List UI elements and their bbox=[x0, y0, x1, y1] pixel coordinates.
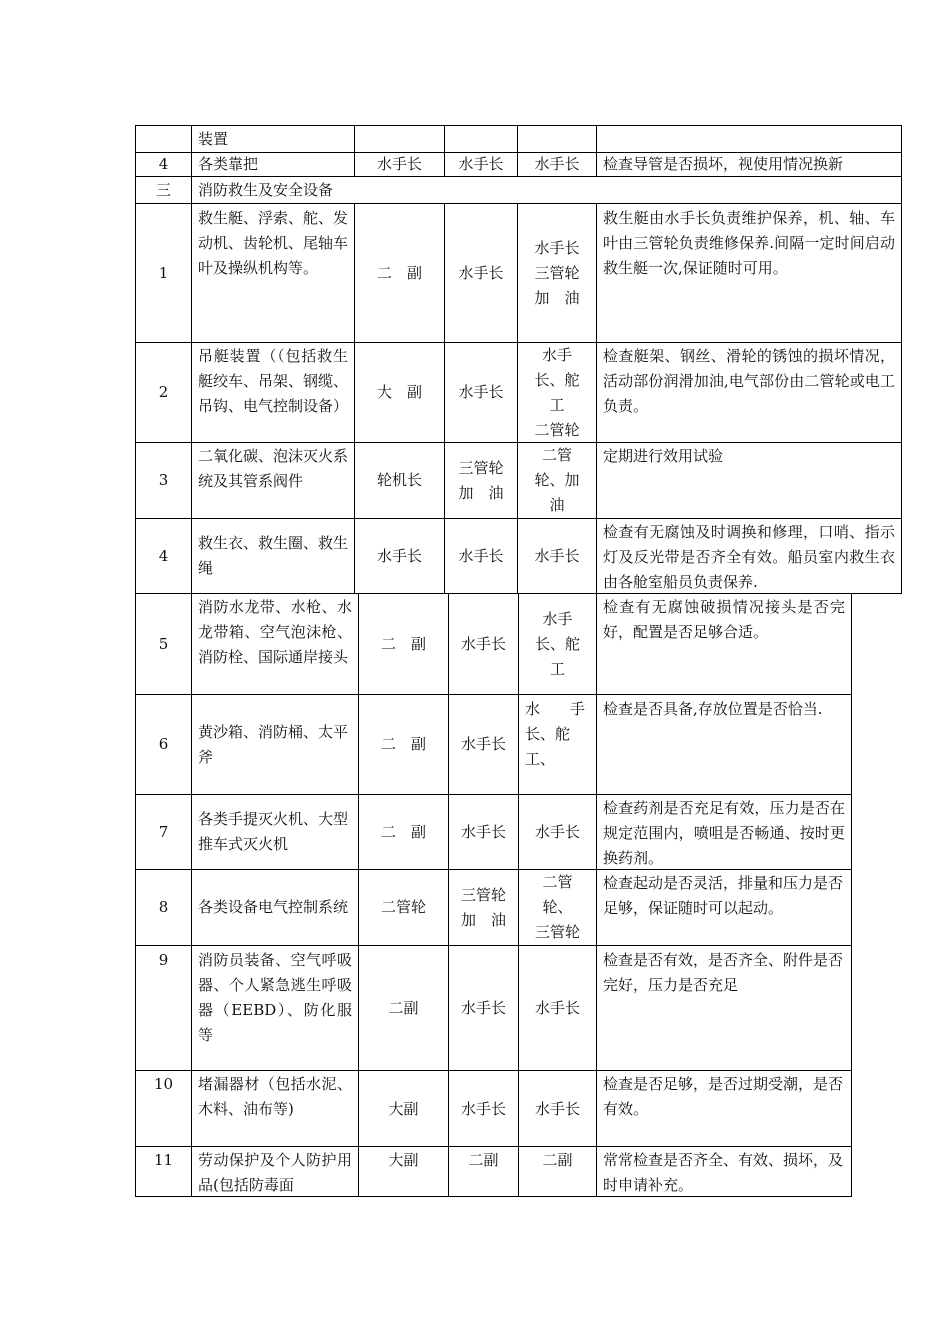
remark-cell: 检查是否足够，是否过期受潮，是否有效。 bbox=[596, 1070, 852, 1147]
executor-cell: 水手长 bbox=[518, 945, 597, 1071]
item-cell: 堵漏器材（包括水泥、木料、油布等) bbox=[191, 1070, 359, 1147]
remark-cell: 检查有无腐蚀破损情况接头是否完好，配置是否足够合适。 bbox=[596, 593, 852, 695]
executor-cell: 水手长 三管轮 加 油 bbox=[517, 203, 597, 343]
assistant-cell: 水手长 bbox=[448, 694, 519, 795]
remark-cell: 常常检查是否齐全、有效、损坏，及时申请补充。 bbox=[596, 1146, 852, 1197]
row-number: 4 bbox=[135, 518, 192, 594]
remark-cell: 检查导管是否损坏，视使用情况换新 bbox=[596, 152, 902, 177]
item-cell: 装置 bbox=[191, 125, 355, 153]
item-cell: 劳动保护及个人防护用品(包括防毒面 bbox=[191, 1146, 359, 1197]
assistant-cell: 水手长 bbox=[448, 945, 519, 1071]
assistant-cell: 水手长 bbox=[444, 518, 518, 594]
executor-cell: 二副 bbox=[518, 1146, 597, 1197]
executor-cell: 水手 长、舵 工 二管轮 bbox=[517, 342, 597, 443]
remark-cell: 检查有无腐蚀及时调换和修理，口哨、指示灯及反光带是否齐全有效。船员室内救生衣由各舱室船员负责保养. bbox=[596, 518, 902, 594]
item-cell: 各类靠把 bbox=[191, 152, 355, 177]
maintainer-cell: 大副 bbox=[358, 1146, 449, 1197]
executor-cell bbox=[517, 125, 597, 153]
row-number: 5 bbox=[135, 593, 192, 695]
maintainer-cell: 二 副 bbox=[358, 794, 449, 870]
remark-cell: 检查艇架、钢丝、滑轮的锈蚀的损坏情况，活动部份润滑加油,电气部份由二管轮或电工负责。 bbox=[596, 342, 902, 443]
executor-cell: 二管 轮、加 油 bbox=[517, 442, 597, 519]
executor-cell: 水 手 长、舵 工、 bbox=[518, 694, 597, 795]
row-number: 4 bbox=[135, 152, 192, 177]
executor-cell: 水手长 bbox=[518, 794, 597, 870]
row-number: 1 bbox=[135, 203, 192, 343]
maintainer-cell: 水手长 bbox=[354, 518, 445, 594]
item-cell: 黄沙箱、消防桶、太平斧 bbox=[191, 694, 359, 795]
assistant-cell: 水手长 bbox=[448, 593, 519, 695]
maintainer-cell bbox=[354, 125, 445, 153]
maintainer-cell: 二 副 bbox=[358, 694, 449, 795]
maintainer-cell: 大副 bbox=[358, 1070, 449, 1147]
row-number: 7 bbox=[135, 794, 192, 870]
remark-cell bbox=[596, 125, 902, 153]
row-number: 3 bbox=[135, 442, 192, 519]
maintainer-cell: 二管轮 bbox=[358, 869, 449, 946]
remark-cell: 定期进行效用试验 bbox=[596, 442, 902, 519]
item-cell: 吊艇装置（（包括救生艇绞车、吊架、钢缆、吊钩、电气控制设备） bbox=[191, 342, 355, 443]
assistant-cell: 水手长 bbox=[448, 1070, 519, 1147]
item-cell: 各类设备电气控制系统 bbox=[191, 869, 359, 946]
executor-cell: 水手 长、舵 工 bbox=[518, 593, 597, 695]
row-number: 9 bbox=[135, 945, 192, 1071]
item-cell: 消防水龙带、水枪、水龙带箱、空气泡沫枪、消防栓、国际通岸接头 bbox=[191, 593, 359, 695]
assistant-cell: 二副 bbox=[448, 1146, 519, 1197]
maintainer-cell: 二副 bbox=[358, 945, 449, 1071]
executor-cell: 水手长 bbox=[518, 1070, 597, 1147]
section-number: 三 bbox=[135, 176, 192, 204]
maintainer-cell: 二 副 bbox=[358, 593, 449, 695]
item-cell: 二氧化碳、泡沫灭火系统及其管系阀件 bbox=[191, 442, 355, 519]
assistant-cell: 水手长 bbox=[444, 152, 518, 177]
row-number: 11 bbox=[135, 1146, 192, 1197]
table-row bbox=[135, 125, 192, 153]
executor-cell: 水手长 bbox=[517, 518, 597, 594]
assistant-cell: 三管轮 加 油 bbox=[444, 442, 518, 519]
remark-cell: 救生艇由水手长负责维护保养，机、轴、车叶由三管轮负责维修保养.间隔一定时间启动救生艇一次,保证随时可用。 bbox=[596, 203, 902, 343]
remark-cell: 检查起动是否灵活，排量和压力是否足够，保证随时可以起动。 bbox=[596, 869, 852, 946]
executor-cell: 水手长 bbox=[517, 152, 597, 177]
row-number: 6 bbox=[135, 694, 192, 795]
remark-cell: 检查药剂是否充足有效，压力是否在规定范围内，喷咀是否畅通、按时更换药剂。 bbox=[596, 794, 852, 870]
item-cell: 救生衣、救生圈、救生绳 bbox=[191, 518, 355, 594]
assistant-cell bbox=[444, 125, 518, 153]
remark-cell: 检查是否有效，是否齐全、附件是否完好，压力是否充足 bbox=[596, 945, 852, 1071]
maintainer-cell: 轮机长 bbox=[354, 442, 445, 519]
assistant-cell: 三管轮 加 油 bbox=[448, 869, 519, 946]
row-number: 2 bbox=[135, 342, 192, 443]
maintainer-cell: 二 副 bbox=[354, 203, 445, 343]
row-number: 10 bbox=[135, 1070, 192, 1147]
assistant-cell: 水手长 bbox=[448, 794, 519, 870]
item-cell: 各类手提灭火机、大型推车式灭火机 bbox=[191, 794, 359, 870]
remark-cell: 检查是否具备,存放位置是否恰当. bbox=[596, 694, 852, 795]
section-title: 消防救生及安全设备 bbox=[191, 176, 902, 204]
assistant-cell: 水手长 bbox=[444, 203, 518, 343]
row-number: 8 bbox=[135, 869, 192, 946]
maintainer-cell: 水手长 bbox=[354, 152, 445, 177]
maintainer-cell: 大 副 bbox=[354, 342, 445, 443]
item-cell: 消防员装备、空气呼吸器、个人紧急逃生呼吸器（EEBD）、防化服等 bbox=[191, 945, 359, 1071]
item-cell: 救生艇、浮索、舵、发动机、齿轮机、尾轴车叶及操纵机构等。 bbox=[191, 203, 355, 343]
executor-cell: 二管 轮、 三管轮 bbox=[518, 869, 597, 946]
assistant-cell: 水手长 bbox=[444, 342, 518, 443]
